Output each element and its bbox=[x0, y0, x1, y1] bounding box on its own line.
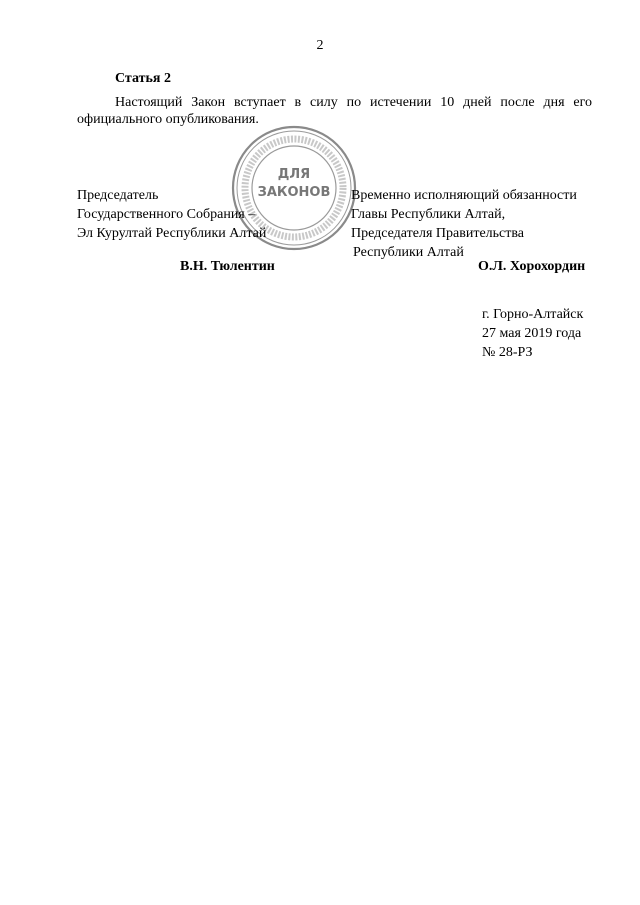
stamp-text-bottom: ЗАКОНОВ bbox=[257, 185, 331, 200]
right-signatory-name: О.Л. Хорохордин bbox=[478, 259, 586, 274]
page-number: 2 bbox=[316, 38, 324, 53]
right-signatory-title bbox=[351, 187, 577, 263]
right-signatory-line-1: Временно исполняющий обязанности bbox=[351, 188, 577, 203]
article-text-line-1: Настоящий Закон вступает в силу по истечении 10 дней после дня его bbox=[115, 95, 592, 110]
law-number: № 28-РЗ bbox=[482, 345, 533, 360]
left-signatory-name: В.Н. Тюлентин bbox=[180, 259, 275, 274]
article-text bbox=[77, 94, 592, 128]
place-date-block bbox=[482, 306, 583, 363]
stamp-text-top: ДЛЯ bbox=[277, 167, 311, 182]
left-signatory-line-3: Эл Курултай Республики Алтай bbox=[77, 226, 267, 241]
right-signatory-line-3: Председателя Правительства bbox=[351, 226, 525, 241]
city: г. Горно-Алтайск bbox=[482, 307, 584, 322]
right-signatory-line-4: Республики Алтай bbox=[353, 245, 464, 260]
article-title: Статья 2 bbox=[115, 71, 171, 86]
right-signatory-line-2: Главы Республики Алтай, bbox=[351, 207, 506, 222]
date: 27 мая 2019 года bbox=[482, 326, 582, 341]
left-signatory-line-2: Государственного Собрания – bbox=[77, 207, 256, 222]
left-signatory-line-1: Председатель bbox=[77, 188, 159, 203]
left-signatory-title bbox=[77, 187, 266, 244]
article-text-line-2: официального опубликования. bbox=[77, 112, 259, 127]
